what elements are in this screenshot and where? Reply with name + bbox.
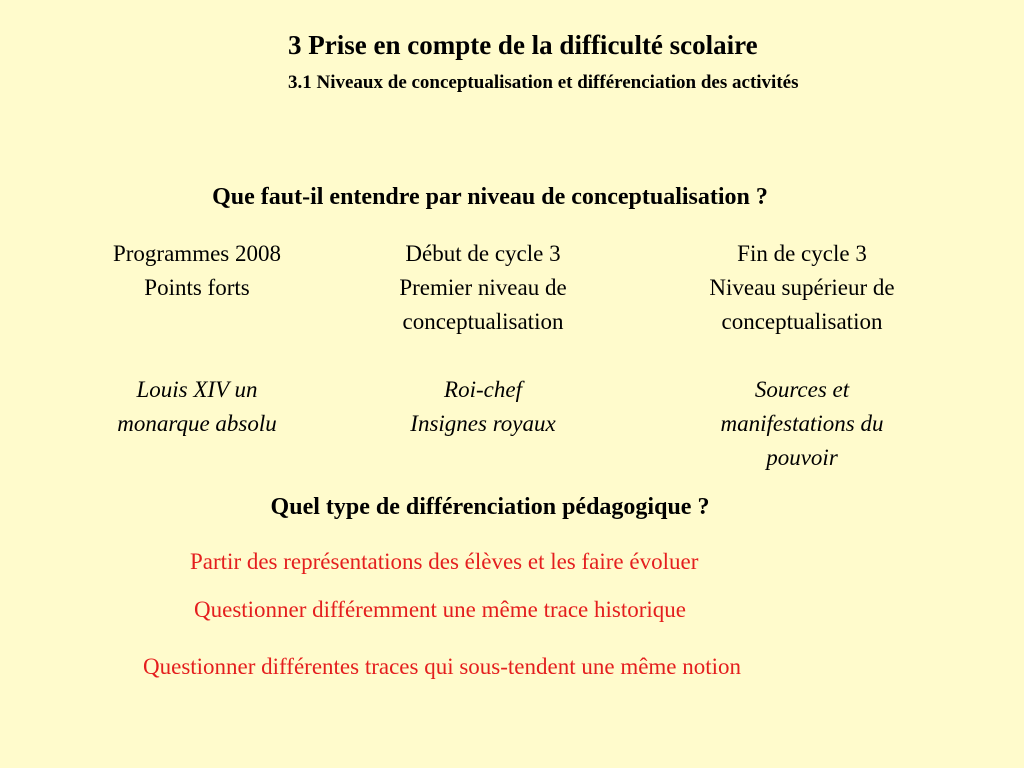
slide-subtitle: 3.1 Niveaux de conceptualisation et différenciation des activités bbox=[288, 72, 799, 93]
heading-line: Programmes 2008 bbox=[112, 241, 281, 266]
example-line: pouvoir bbox=[766, 445, 838, 470]
example-line: monarque absolu bbox=[117, 411, 277, 436]
heading-line: Points forts bbox=[144, 275, 250, 300]
column-fin-cycle-heading bbox=[672, 237, 932, 339]
example-line: manifestations du bbox=[720, 411, 884, 436]
strategy-item: Questionner différentes traces qui sous-tendent une même notion bbox=[143, 654, 742, 679]
question-conceptualisation: Que faut-il entendre par niveau de conceptualisation ? bbox=[212, 184, 768, 210]
column-programmes-heading bbox=[72, 237, 322, 305]
example-line: Sources et bbox=[754, 377, 850, 402]
heading-line: Niveau supérieur de bbox=[709, 275, 895, 300]
example-line: Roi-chef bbox=[444, 377, 522, 402]
heading-line: Début de cycle 3 bbox=[405, 241, 561, 266]
heading-line: Fin de cycle 3 bbox=[737, 241, 867, 266]
column-fin-cycle-example bbox=[672, 373, 932, 475]
example-line: Louis XIV un bbox=[136, 377, 258, 402]
column-programmes-example bbox=[72, 373, 322, 441]
heading-line: Premier niveau de bbox=[399, 275, 567, 300]
strategy-item: Partir des représentations des élèves et les faire évoluer bbox=[190, 549, 699, 574]
slide-title: 3 Prise en compte de la difficulté scolaire bbox=[288, 30, 758, 60]
heading-line: conceptualisation bbox=[402, 309, 564, 334]
column-debut-cycle-heading bbox=[358, 237, 608, 339]
strategy-item: Questionner différemment une même trace historique bbox=[194, 597, 686, 622]
example-line: Insignes royaux bbox=[410, 411, 556, 436]
heading-line: conceptualisation bbox=[721, 309, 883, 334]
column-debut-cycle-example bbox=[358, 373, 608, 441]
question-differenciation: Quel type de différenciation pédagogique ? bbox=[270, 494, 710, 520]
